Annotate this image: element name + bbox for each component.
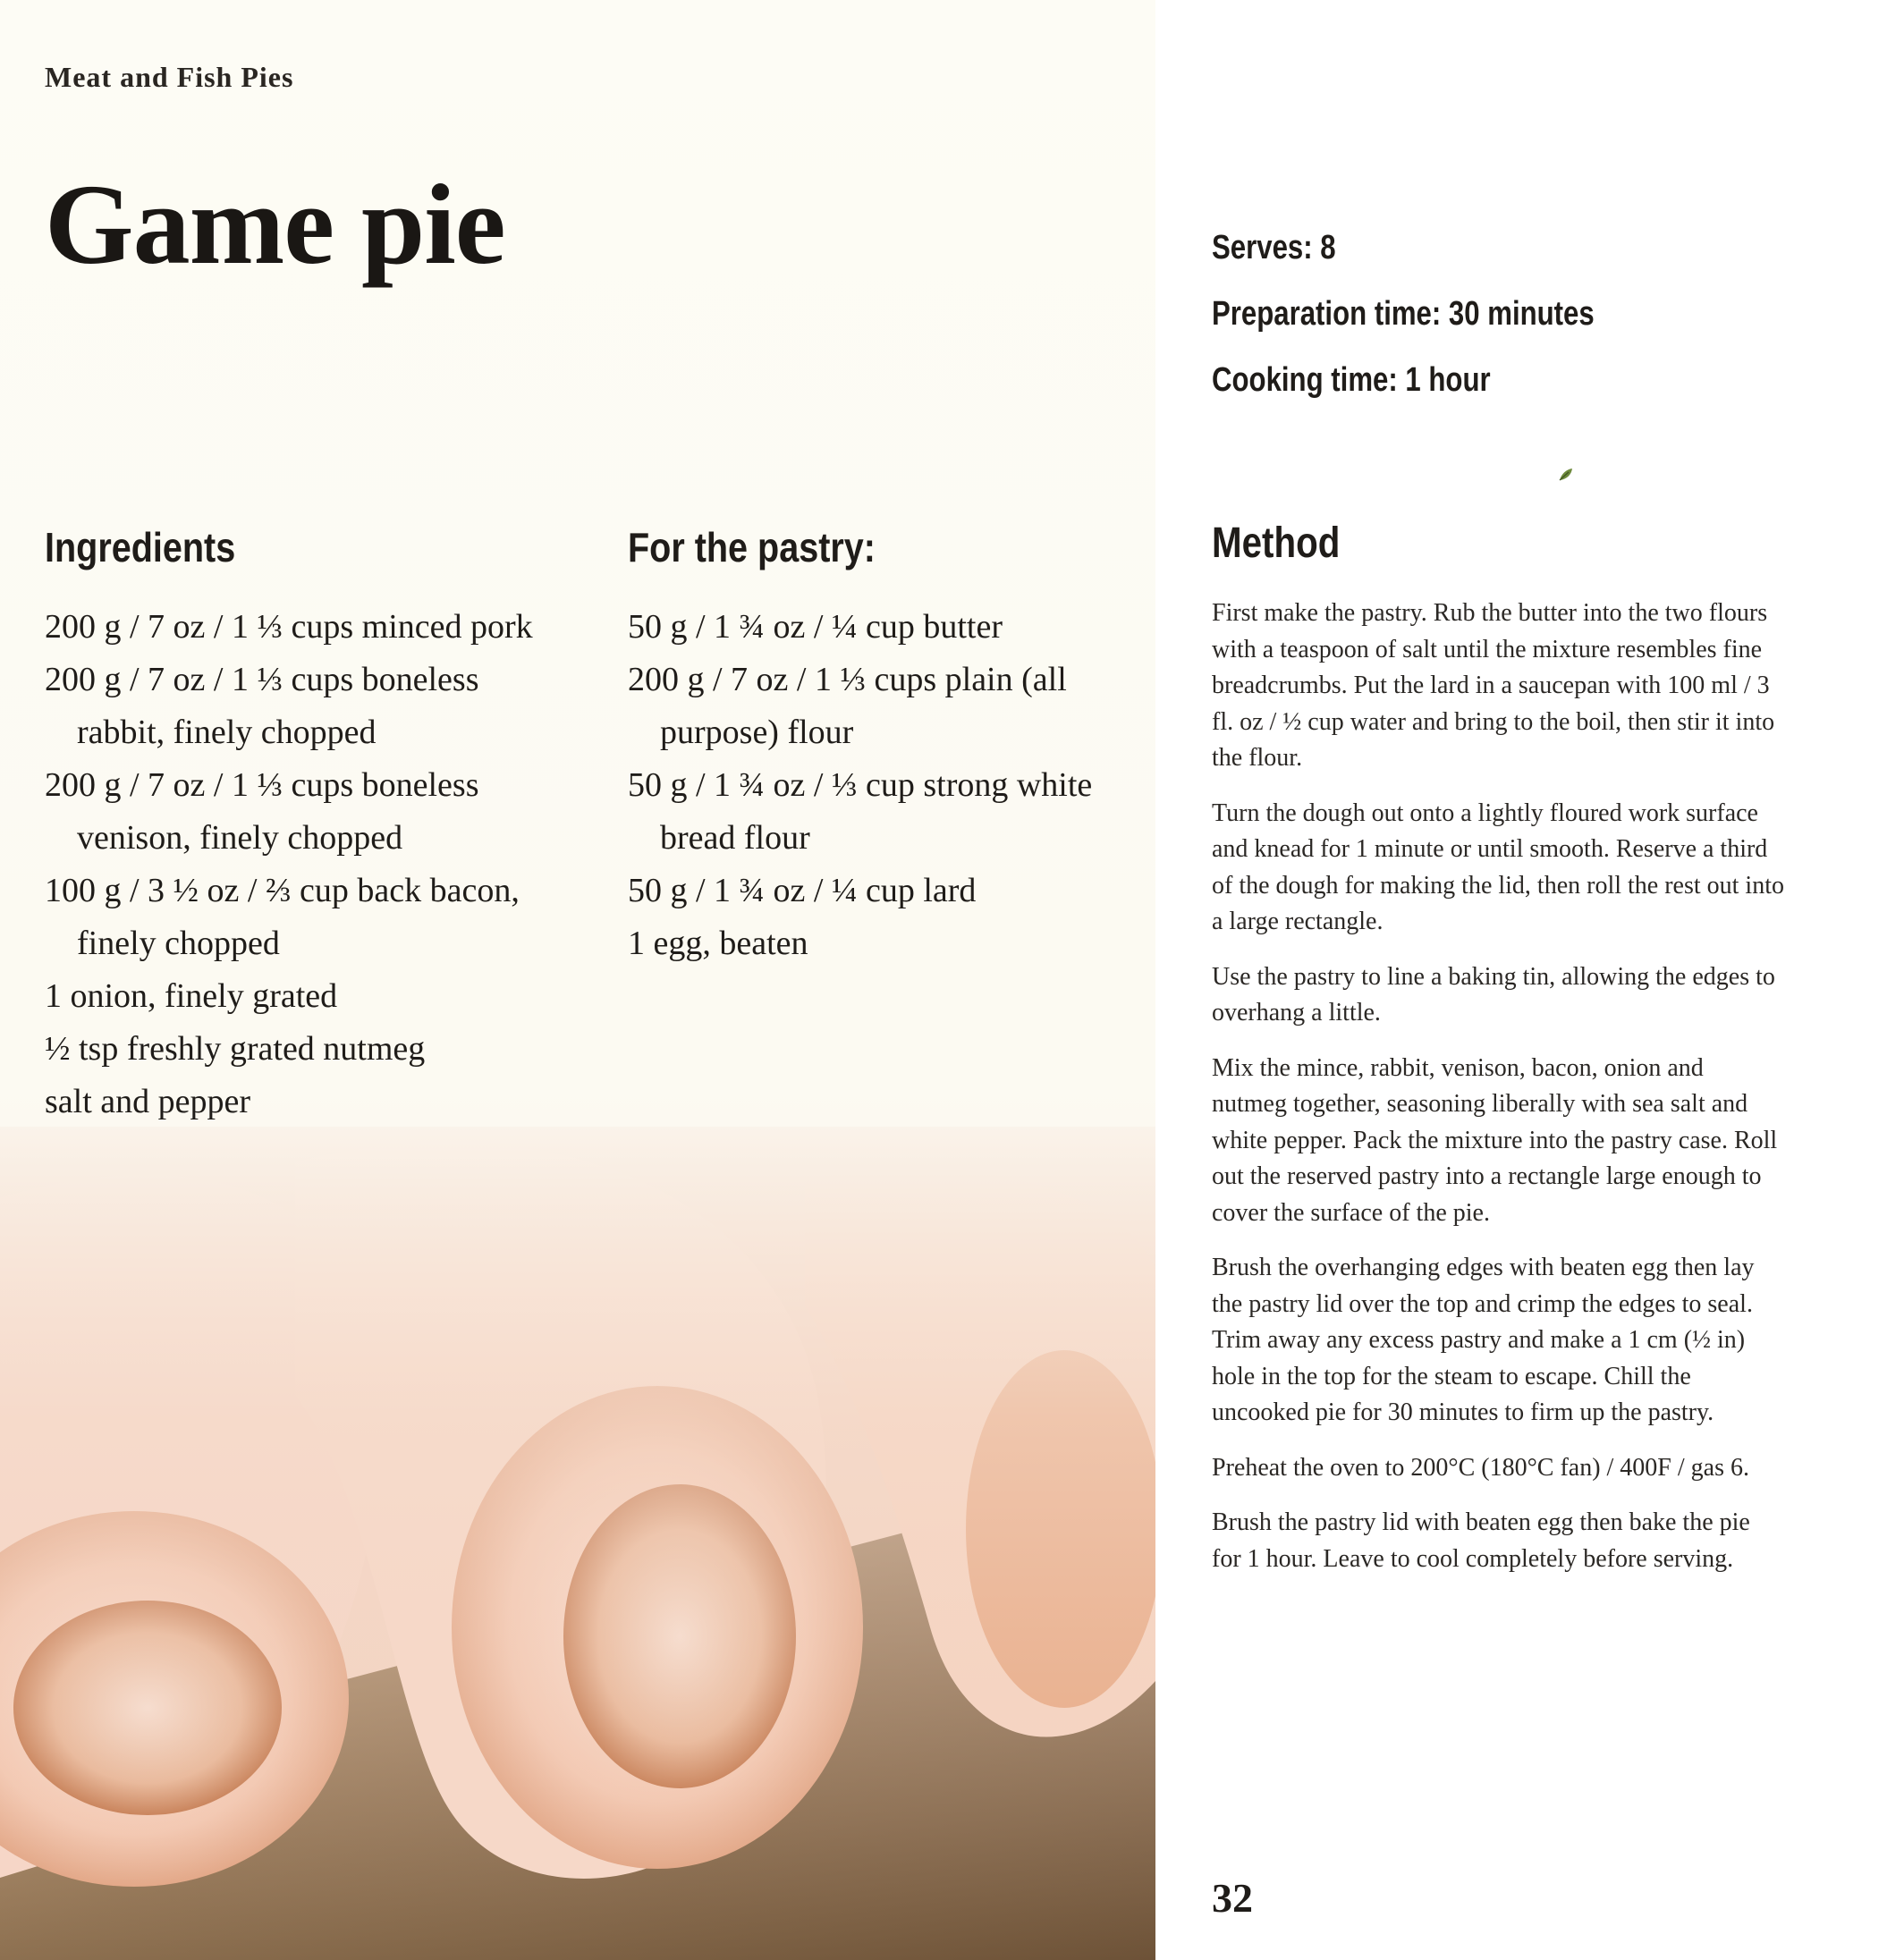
list-item: 1 onion, finely grated [45,977,338,1015]
list-item: 200 g / 7 oz / 1 ⅓ cups boneless venison, finely chopped [45,766,479,857]
prep-time-info: Preparation time: 30 minutes [1212,295,1595,333]
list-item: 200 g / 7 oz / 1 ⅓ cups boneless rabbit, finely chopped [45,661,479,751]
method-step: Preheat the oven to 200°C (180°C fan) / 400F / gas 6. [1212,1453,1749,1482]
method-step: First make the pastry. Rub the butter into the two flours with a teaspoon of salt until the mixture resembles fine breadcrumbs. Put the lard in a saucepan with 100 ml / 3 fl. oz / ½ cup water and bring to the boil, then stir it into the flour. [1212,599,1775,772]
list-item: 50 g / 1 ¾ oz / ¼ cup lard [628,872,977,909]
list-item: 50 g / 1 ¾ oz / ⅓ cup strong white bread flour [628,766,1093,857]
method-step: Brush the pastry lid with beaten egg then bake the pie for 1 hour. Leave to cool completely before serving. [1212,1508,1750,1573]
page-number: 32 [1212,1875,1253,1921]
list-item: 50 g / 1 ¾ oz / ¼ cup butter [628,608,1003,646]
pastry-heading: For the pastry: [628,524,876,570]
ingredients-heading: Ingredients [45,524,236,570]
recipe-title: Game pie [45,161,505,288]
method-heading: Method [1212,520,1341,567]
cook-time-info: Cooking time: 1 hour [1212,361,1491,399]
method-step: Use the pastry to line a baking tin, allowing the edges to overhang a little. [1212,962,1775,1026]
leaf-icon [1558,467,1574,483]
serves-info: Serves: 8 [1212,229,1336,266]
bacon-rolls-photo [0,1127,1155,1960]
list-item: 100 g / 3 ½ oz / ⅔ cup back bacon, finely chopped [45,872,520,962]
list-item: 200 g / 7 oz / 1 ⅓ cups minced pork [45,608,533,646]
list-item: salt and pepper [45,1083,251,1120]
method-step: Mix the mince, rabbit, venison, bacon, onion and nutmeg together, seasoning liberally with sea salt and white pepper. Pack the mixture into the pastry case. Roll out the reserved pastry into a rectangle large enough to cover the surface of the pie. [1212,1053,1778,1227]
list-item: 200 g / 7 oz / 1 ⅓ cups plain (all purpose) flour [628,661,1067,751]
method-step: Brush the overhanging edges with beaten egg then lay the pastry lid over the top and crimp the edges to seal. Trim away any excess pastry and make a 1 cm (½ in) hole in the top for the steam to escape. Chill the uncooked pie for 30 minutes to firm up the pastry. [1212,1254,1755,1426]
method-steps [1212,596,1784,1596]
section-label: Meat and Fish Pies [45,61,294,93]
method-step: Turn the dough out onto a lightly floured work surface and knead for 1 minute or until smooth. Reserve a third of the dough for making the lid, then roll the rest out into a large rectangle. [1212,798,1784,935]
list-item: ½ tsp freshly grated nutmeg [45,1030,426,1068]
list-item: 1 egg, beaten [628,925,808,962]
pastry-list [628,601,1129,970]
ingredients-list [45,601,563,1128]
